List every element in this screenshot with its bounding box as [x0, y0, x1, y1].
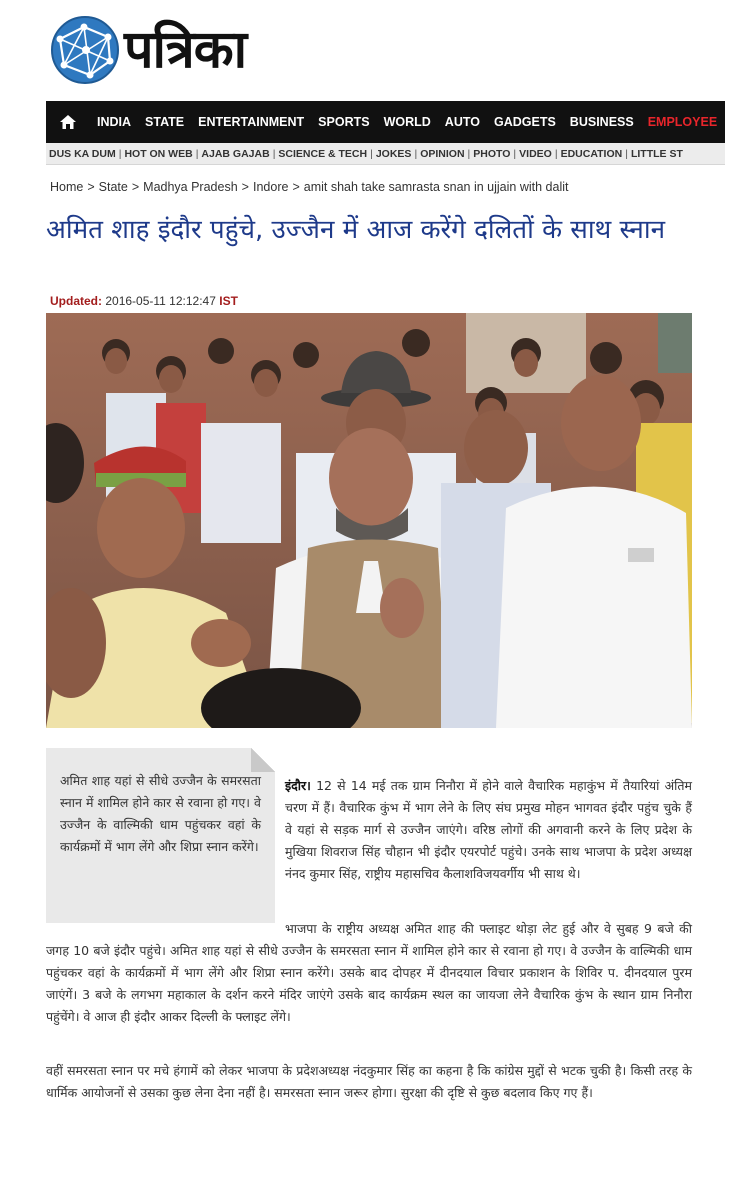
breadcrumb-indore[interactable]: Indore: [252, 180, 289, 194]
nav-home[interactable]: [46, 101, 90, 143]
subnav-item-dus-ka-dum[interactable]: DUS KA DUM: [49, 147, 116, 160]
subnav-item-ajab-gajab[interactable]: AJAB GAJAB: [201, 147, 270, 160]
page-curl-corner: [251, 748, 275, 772]
main-nav: [46, 101, 725, 143]
breadcrumb-separator: >: [131, 180, 140, 194]
updated-value: 2016-05-11 12:12:47: [105, 294, 216, 308]
nav-item-state[interactable]: STATE: [145, 115, 185, 129]
article-timestamp: [50, 294, 238, 308]
updated-label: Updated:: [50, 294, 102, 308]
subnav-separator: |: [513, 147, 517, 160]
subnav-item-photo[interactable]: PHOTO: [473, 147, 511, 160]
article-lead: [285, 775, 692, 885]
nav-item-business[interactable]: BUSINESS: [569, 115, 634, 129]
article-lead-text: 12 से 14 मई तक ग्राम निनौरा में होने वाले वैचारिक महाकुंभ में तैयारियां अंतिम चरण में हैं। वैचारिक कुंभ में भाग लेने के लिए संघ प्रमुख मोहन भागवत इंदौर पहुंच चुके हैं वे यहां से सड़क मार्ग से उज्जैन जाएंगे। वरिष्ठ लोगों की अगवानी करने के लिए प्रदेश के मुखिया शिवराज सिंह चौहान भी इंदौर एयरपोर्ट पहुंचे। उनके साथ भाजपा के प्रदेश अध्यक्ष नंनद कुमार सिंह, राष्ट्रीय महासचिव कैलाशविजयवर्गीय भी साथ थे।: [285, 778, 692, 881]
breadcrumb-state[interactable]: State: [98, 180, 128, 194]
nav-item-entertainment[interactable]: ENTERTAINMENT: [198, 115, 305, 129]
subnav-separator: |: [272, 147, 276, 160]
breadcrumb-separator: >: [241, 180, 249, 194]
subnav-item-jokes[interactable]: JOKES: [375, 147, 412, 160]
subnav-item-video[interactable]: VIDEO: [519, 147, 552, 160]
breadcrumb: [50, 180, 568, 194]
nav-item-sports[interactable]: SPORTS: [318, 115, 370, 129]
globe-icon: [50, 15, 120, 85]
article-paragraph: भाजपा के राष्ट्रीय अध्यक्ष अमित शाह की फ्लाइट थोड़ा लेट हुई और वे सुबह 9 बजे की जगह 10 बजे इंदौर पहुंचे। अमित शाह यहां से सीधे उज्जैन के समरसता स्नान में शामिल होने कार से रवाना हो गए। वे उज्जैन के वाल्मिकी धाम पहुंचकर वहां के कार्यक्रमों में भाग लेंगे और शिप्रा स्नान करेंगे। उसके बाद दोपहर में दीनदयाल विचार प्रकाशन के शिविर प. दीनदयाल पुरम जाएंगें। 3 बजे के लगभग महाकाल के दर्शन करने मंदिर जाएंगे उसके बाद कार्यक्रम स्थल का जायजा लेने वैचारिक कुंभ के स्थान ग्राम निनौरा पहुंचेंगे। वे आज ही इंदौर आकर दिल्ली के फ्लाइट लेंगे।: [46, 921, 692, 1024]
subnav-separator: |: [195, 147, 199, 160]
breadcrumb-current: amit shah take samrasta snan in ujjain with dalit: [303, 180, 569, 194]
subnav-separator: |: [370, 147, 373, 160]
subnav-item-opinion[interactable]: OPINION: [420, 147, 465, 160]
nav-item-india[interactable]: INDIA: [97, 115, 132, 129]
nav-item-employee[interactable]: EMPLOYEE: [647, 115, 718, 129]
article-dateline: इंदौर।: [285, 778, 311, 793]
logo-text: पत्रिका: [124, 20, 247, 80]
subnav-separator: |: [625, 147, 628, 160]
breadcrumb-separator: >: [87, 180, 95, 194]
updated-timezone: IST: [219, 294, 238, 308]
nav-item-auto[interactable]: AUTO: [444, 115, 480, 129]
home-icon: [59, 114, 77, 130]
subnav-separator: |: [414, 147, 418, 160]
nav-item-gadgets[interactable]: GADGETS: [493, 115, 556, 129]
nav-item-world[interactable]: WORLD: [383, 115, 431, 129]
article-photo: [46, 313, 692, 728]
subnav-item-science-tech[interactable]: SCIENCE & TECH: [278, 147, 368, 160]
breadcrumb-home[interactable]: Home: [50, 180, 84, 194]
pull-quote-text: अमित शाह यहां से सीधे उज्जैन के समरसता स्नान में शामिल होने कार से रवाना हो गए। वे उज्जैन के वाल्मिकी धाम पहुंचकर वहां के कार्यक्रमों में भाग लेंगे और शिप्रा स्नान करेंगे।: [60, 773, 261, 854]
site-logo[interactable]: [50, 12, 246, 88]
breadcrumb-separator: >: [292, 180, 300, 194]
subnav-separator: |: [118, 147, 122, 160]
subnav-separator: |: [467, 147, 471, 160]
subnav-item-education[interactable]: EDUCATION: [560, 147, 623, 160]
subnav-separator: |: [554, 147, 558, 160]
article-headline: अमित शाह इंदौर पहुंचे, उज्जैन में आज करेंगे दलितों के साथ स्नान: [46, 215, 666, 245]
article-paragraph: वहीं समरसता स्नान पर मचे हंगामें को लेकर भाजपा के प्रदेशअध्यक्ष नंदकुमार सिंह का कहना है कि कांग्रेस मुद्दों से भटक चुकी है। किसी तरह के धार्मिक आयोजनों से उसका कुछ लेना देना नहीं है। समरसता स्नान जरूर होगा। सुरक्षा की दृष्टि से कुछ बदलाव किए गए हैं।: [46, 1063, 692, 1100]
sub-nav: [46, 143, 725, 165]
breadcrumb-madhya-pradesh[interactable]: Madhya Pradesh: [143, 180, 238, 194]
subnav-item-little-st[interactable]: LITTLE ST: [630, 147, 683, 160]
pull-quote: [46, 748, 275, 923]
subnav-item-hot-on-web[interactable]: HOT ON WEB: [124, 147, 193, 160]
